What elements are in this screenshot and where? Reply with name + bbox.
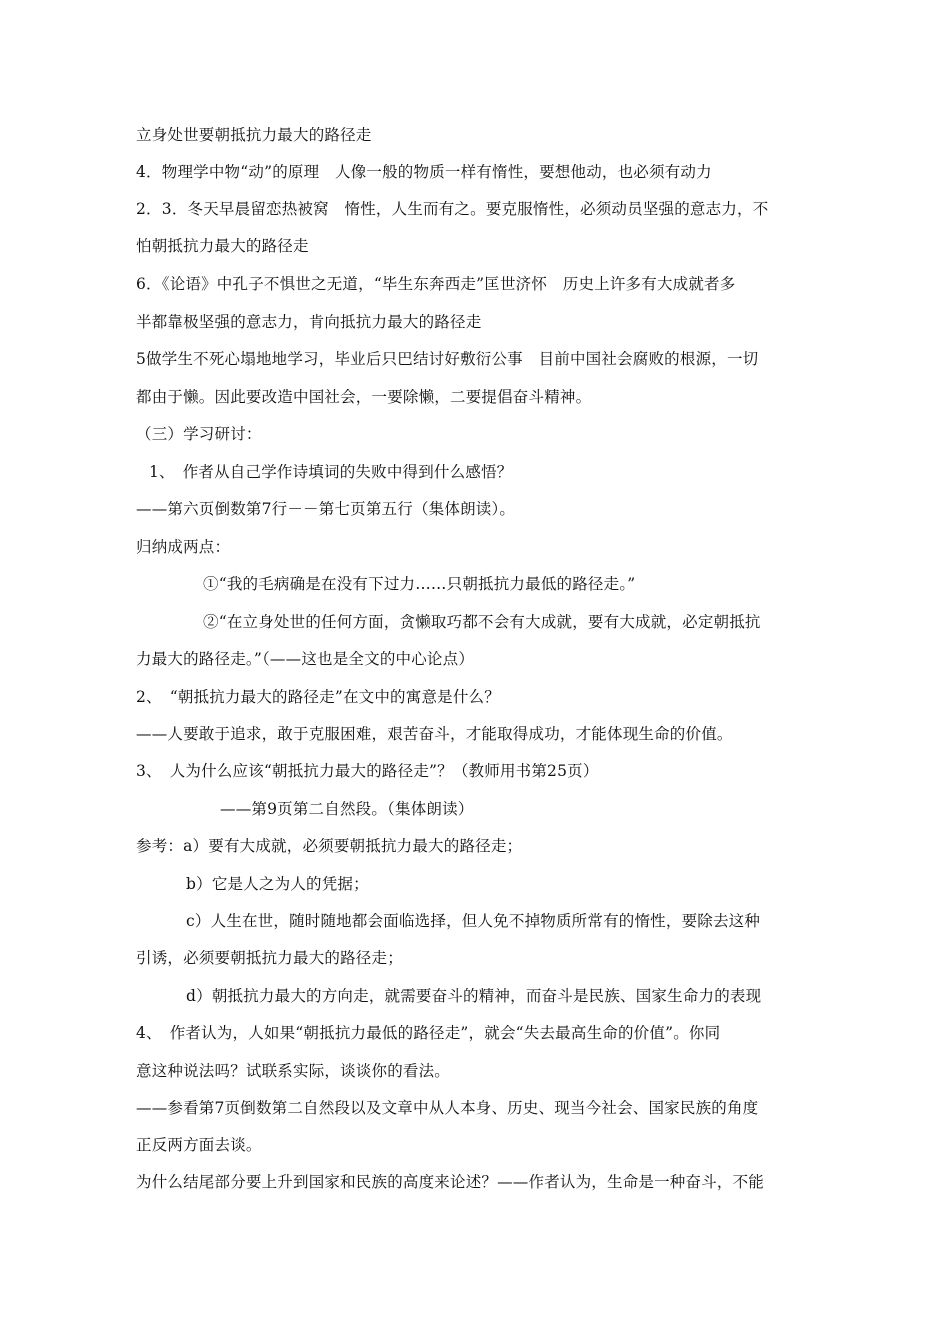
reference-d: d）朝抵抗力最大的方向走，就需要奋斗的精神，而奋斗是民族、国家生命力的表现 (186, 987, 762, 1005)
text-line-5: 6．《论语》中孔子不惧世之无道，“毕生东奔西走”匡世济怀 历史上许多有大成就者多 (136, 275, 736, 293)
text-line-8: 都由于懒。因此要改造中国社会，一要除懒，二要提倡奋斗精神。 (136, 388, 592, 406)
text-line-28: 正反两方面去谈。 (136, 1136, 262, 1154)
reference-c: c）人生在世，随时随地都会面临选择，但人免不掉物质所常有的惰性，要除去这种 (186, 912, 761, 930)
text-line-12: 归纳成两点： (136, 538, 231, 556)
reference-a: 参考：a）要有大成就，必须要朝抵抗力最大的路径走； (136, 837, 523, 855)
text-line-4: 怕朝抵抗力最大的路径走 (136, 237, 309, 255)
text-line-15: 力最大的路径走。”（——这也是全文的中心论点） (136, 650, 475, 668)
point-2: ②“在立身处世的任何方面，贪懒取巧都不会有大成就，要有大成就，必定朝抵抗 (203, 613, 761, 631)
reference-b: b）它是人之为人的凭据； (186, 875, 369, 893)
text-line-19: ——第9页第二自然段。（集体朗读） (220, 800, 474, 818)
text-line-1: 立身处世要朝抵抗力最大的路径走 (136, 126, 372, 144)
text-line-7: 5做学生不死心塌地地学习，毕业后只巴结讨好敷衍公事 目前中国社会腐败的根源，一切 (136, 350, 759, 368)
question-1: 1、 作者从自己学作诗填词的失败中得到什么感悟？ (149, 463, 513, 481)
text-line-29: 为什么结尾部分要上升到国家和民族的高度来论述？——作者认为，生命是一种奋斗，不能 (136, 1173, 765, 1191)
question-3: 3、 人为什么应该“朝抵抗力最大的路径走”？（教师用书第25页） (136, 762, 599, 780)
question-4: 4、 作者认为，人如果“朝抵抗力最低的路径走”，就会“失去最高生命的价值”。你同 (136, 1024, 721, 1042)
section-heading: （三）学习研讨： (136, 425, 262, 443)
question-2: 2、 “朝抵抗力最大的路径走”在文中的寓意是什么？ (136, 688, 500, 706)
point-1: ①“我的毛病确是在没有下过力……只朝抵抗力最低的路径走。” (203, 575, 636, 593)
text-line-23: 引诱，必须要朝抵抗力最大的路径走； (136, 949, 403, 967)
text-line-6: 半都靠极坚强的意志力，肯向抵抗力最大的路径走 (136, 313, 482, 331)
text-line-11: ——第六页倒数第7行－－第七页第五行（集体朗读）。 (136, 500, 516, 518)
text-line-26: 意这种说法吗？试联系实际，谈谈你的看法。 (136, 1062, 451, 1080)
text-line-17: ——人要敢于追求，敢于克服困难，艰苦奋斗，才能取得成功，才能体现生命的价值。 (136, 725, 733, 743)
text-line-27: ——参看第7页倒数第二自然段以及文章中从人本身、历史、现当今社会、国家民族的角度 (136, 1099, 759, 1117)
text-line-2: 4．物理学中物“动”的原理 人像一般的物质一样有惰性，要想他动，也必须有动力 (136, 163, 712, 181)
text-line-3: 2．3．冬天早晨留恋热被窝 惰性，人生而有之。要克服惰性，必须动员坚强的意志力，不 (136, 200, 769, 218)
